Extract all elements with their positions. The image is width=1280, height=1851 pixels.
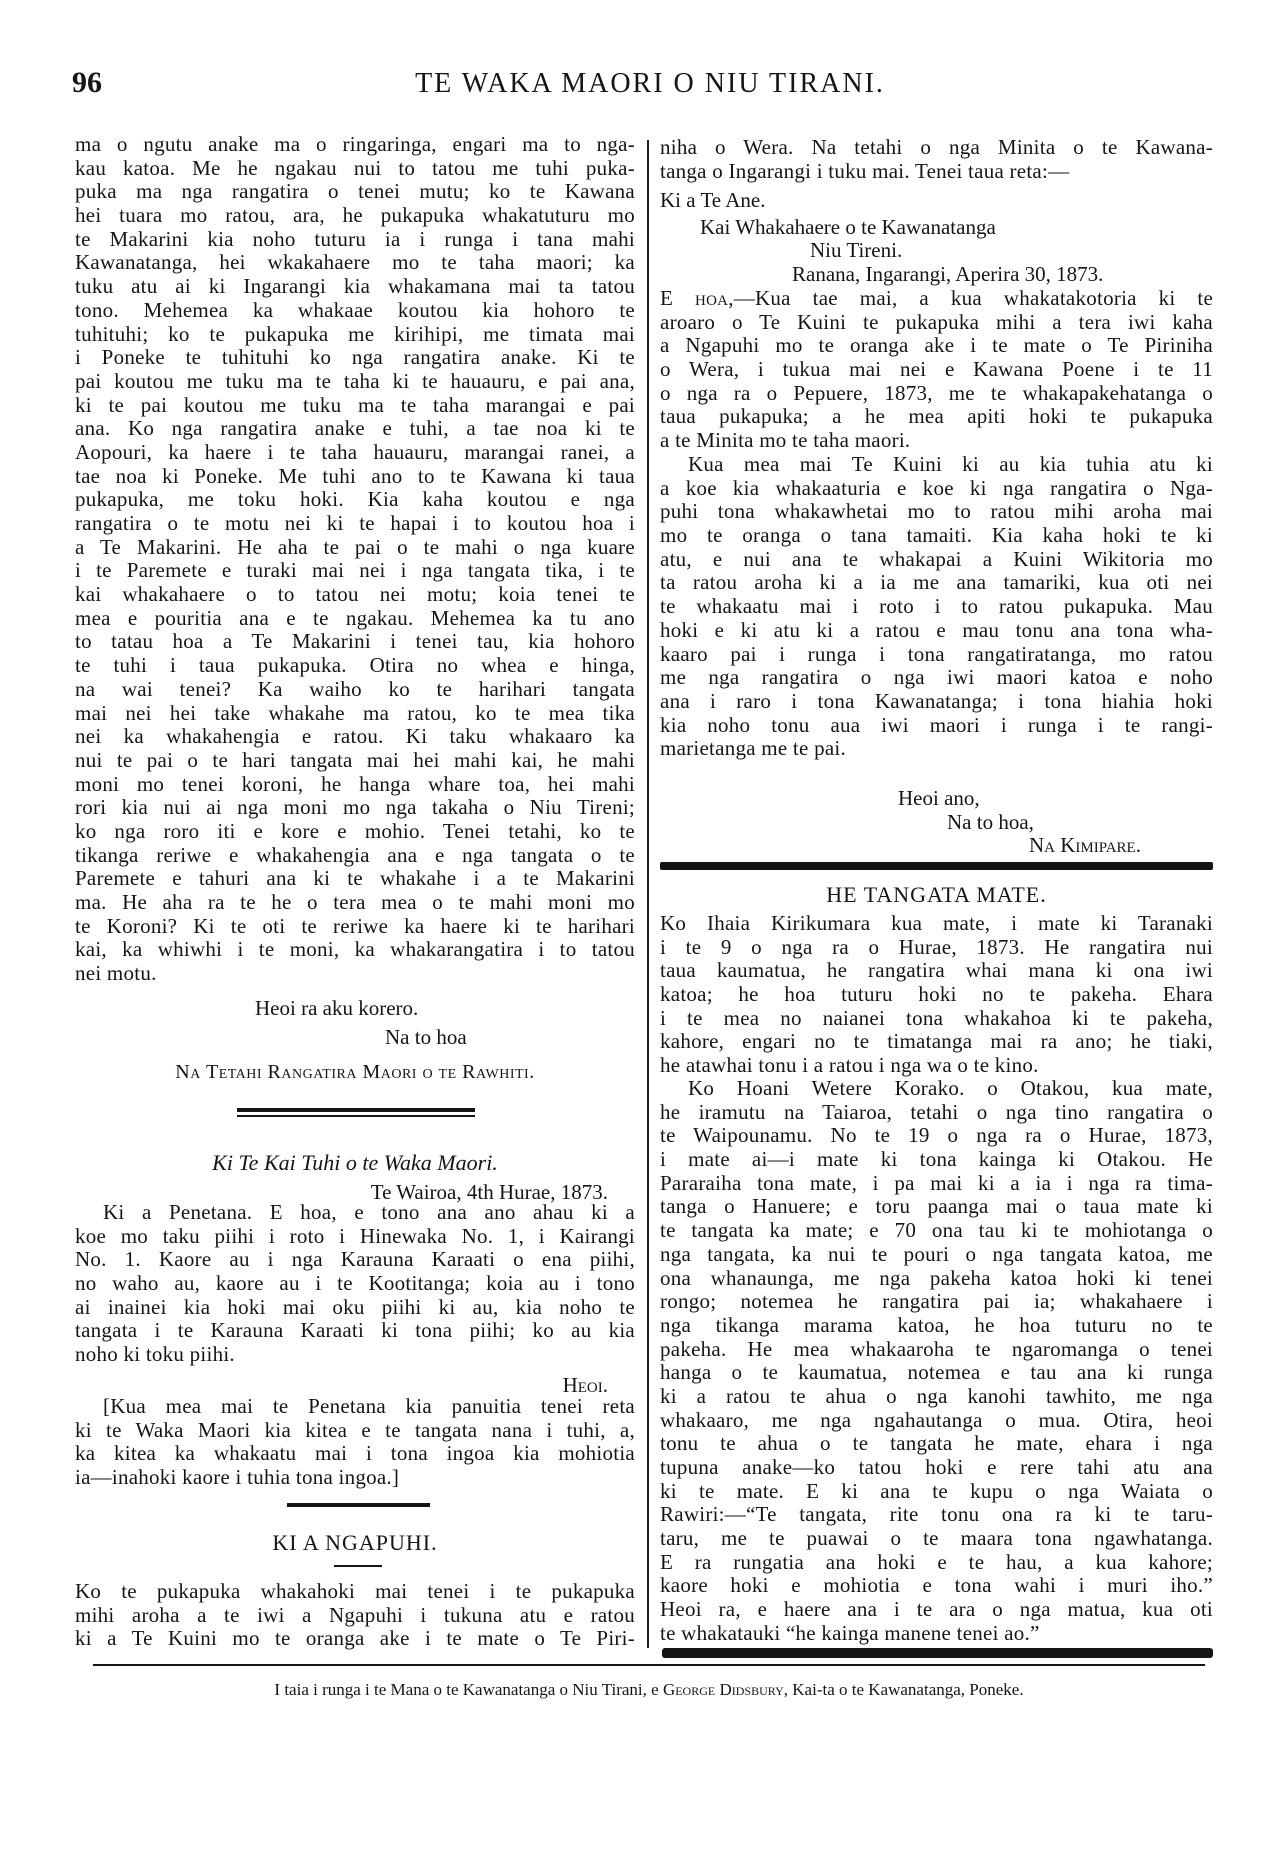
small-caps-text: hoa bbox=[694, 286, 729, 310]
letter-heading: Ki Te Kai Tuhi o te Waka Maori. bbox=[212, 1150, 498, 1175]
text-line: kau katoa. Me he ngakau nui to tatou me tuhi puka- bbox=[75, 155, 635, 180]
text-line: kaore hoki e mohiotia e tona wahi i muri iho.” bbox=[660, 1573, 1213, 1598]
text-line: ma o ngutu anake ma o ringaringa, engari ma to nga- bbox=[75, 132, 635, 156]
page-number: 96 bbox=[72, 66, 102, 99]
text-line: Aopouri, ka haere i te taha hauauru, marangai ranei, a bbox=[75, 439, 635, 464]
text-line: o Wera, i tukua mai nei e Kawana Poene i te 11 bbox=[660, 357, 1213, 382]
text-line: E ra rungatia ana hoki e te hau, a kua kahore; bbox=[660, 1549, 1213, 1574]
text-line: i Poneke te tuhituhi ko nga rangatira anake. Ki te bbox=[75, 345, 635, 370]
imprint-suffix: , Kai-ta o te Kawanatanga, Poneke. bbox=[783, 1680, 1024, 1699]
text-line: ia—inahoki kaore i tuhia tona ingoa.] bbox=[75, 1465, 400, 1490]
letter-dateline: Ranana, Ingarangi, Aperira 30, 1873. bbox=[792, 262, 1104, 286]
text-line: mea e pouritia ana e te ngakau. Mehemea ka tu ano bbox=[75, 605, 635, 630]
text-line: Pararaiha tona mate, i pa mai ki a ia i nga ra tima- bbox=[660, 1170, 1213, 1195]
letter-closing: Heoi ra aku korero. bbox=[255, 996, 419, 1020]
text-line: pai koutou me tuku ma te taha ki te hauauru, e pai ana, bbox=[75, 368, 635, 393]
text-line: nei motu. bbox=[75, 961, 157, 986]
text-line: koe mo taku piihi i roto i Hinewaka No. 1, i Kairangi bbox=[75, 1223, 635, 1248]
text-line: ona whanaunga, me nga pakeha katoa hoki ki tenei bbox=[660, 1265, 1213, 1290]
letter-addressee: Ki a Te Ane. bbox=[660, 188, 766, 212]
imprint-prefix: I taia i runga i te Mana o te Kawanatanga o Niu Tirani, e bbox=[274, 1680, 663, 1699]
text-line: ka kitea ka whakaatu mai i tona ingoa kia mohiotia bbox=[75, 1441, 635, 1466]
text-line: ki a Te Kuini mo te oranga ake i te mate o Te Piri- bbox=[75, 1626, 635, 1651]
text-line: Ko Hoani Wetere Korako. o Otakou, kua mate, bbox=[688, 1076, 1213, 1100]
text-line: ki te Waka Maori kia kitea e te tangata nana i tuhi, a, bbox=[75, 1417, 635, 1442]
text-line: ai inainei kia hoki mai oku piihi ki au, kia noho te bbox=[75, 1294, 635, 1319]
letter-closing: Heoi ano, bbox=[898, 786, 980, 810]
text-line: i te Paremete e turaki mai nei i nga tangata tika, i te bbox=[75, 558, 635, 583]
text-line: hoki e ki atu ki a ratou e mau tonu ana tona wha- bbox=[660, 617, 1213, 642]
text-line: te Waipounamu. No te 19 o nga ra o Hurae, 1873, bbox=[660, 1123, 1213, 1148]
text-line: moni mo tenei koroni, he hanga whare toa, hei mahi bbox=[75, 771, 635, 796]
text-line: ki te mate. E ki ana te kupu o nga Waiata o bbox=[660, 1478, 1213, 1503]
text-line: niha o Wera. Na tetahi o nga Minita o te Kawana- bbox=[660, 135, 1213, 159]
text-line: kai, ka whiwhi i te moni, ka whakarangatira i to tatou bbox=[75, 937, 635, 962]
text-line: tuhituhi; ko te pukapuka me kirihipi, me timata mai bbox=[75, 321, 635, 346]
text-segment: ,—Kua tae mai, a kua whakatakotoria ki te bbox=[728, 286, 1214, 310]
text-line: kahore, engari no te timatanga mai ra ano; he tiaki, bbox=[660, 1029, 1213, 1054]
letter-dateline: Te Wairoa, 4th Hurae, 1873. bbox=[370, 1180, 608, 1204]
divider-rule bbox=[287, 1503, 430, 1507]
text-line: te tuhi i taua pukapuka. Otira no whea e hinga, bbox=[75, 653, 635, 678]
text-line: te tangata ka mate; e 70 ona tau ki te mohiotanga o bbox=[660, 1218, 1213, 1243]
text-line: i mate ai—i mate ki tona kainga ki Otakou. He bbox=[660, 1147, 1213, 1172]
text-line: i te 9 o nga ra o Hurae, 1873. He rangatira nui bbox=[660, 934, 1213, 959]
text-line: nga tikanga marama katoa, he hoa tuturu no te bbox=[660, 1312, 1213, 1337]
text-line: kia noho tonu aua iwi maori i runga i te rangi- bbox=[660, 712, 1213, 737]
text-line: Paremete e tahuri ana ki te whakahe i a te Makarini bbox=[75, 866, 635, 891]
article-paragraph bbox=[75, 133, 635, 986]
obituary-paragraph bbox=[660, 1077, 1213, 1646]
text-line: te Makarini kia noho tuturu ia i runga i tana mahi bbox=[75, 226, 635, 251]
section-heading: HE TANGATA MATE. bbox=[826, 882, 1047, 907]
text-line: puka ma nga rangatira o tenei mutu; ko te Kawana bbox=[75, 179, 635, 204]
text-line: pukapuka, me toku hoki. Kia kaha koutou e nga bbox=[75, 487, 635, 512]
text-line: hei tuara mo ratou, ara, he pukapuka whakatuturu mo bbox=[75, 203, 635, 228]
text-line: ki te pai koutou me tuku ma te taha marangai e pai bbox=[75, 392, 635, 417]
text-line: te Koroni? Ki te oti te reriwe ka haere ki te harihari bbox=[75, 913, 635, 938]
text-line: Ko Ihaia Kirikumara kua mate, i mate ki Taranaki bbox=[660, 911, 1213, 935]
text-line: i te mea no naianei tona whakahoa ki te pakeha, bbox=[660, 1005, 1213, 1030]
text-line: ana. Ko nga rangatira anake e tuhi, a tae noa ki te bbox=[75, 416, 635, 441]
letter-paragraph bbox=[75, 1201, 635, 1367]
text-line: taua pukapuka; a he mea apiti hoki te pukapuka bbox=[660, 404, 1213, 429]
text-line: ko nga roro iti e kore e mohio. Tenei tetahi, ko te bbox=[75, 818, 635, 843]
text-line: tangata i te Karauna Karaati ki tona piihi; ko au kia bbox=[75, 1318, 635, 1343]
footer-rule bbox=[93, 1664, 1205, 1666]
text-line: rongo; notemea he rangatira pai ia; whakahaere i bbox=[660, 1289, 1213, 1314]
text-line: te whakatauki “he kainga manene tenei ao.” bbox=[660, 1620, 1040, 1645]
text-line: katoa; he hoa tuturu hoki no te pakeha. Ehara bbox=[660, 982, 1213, 1007]
text-line: taua kaumatua, he rangatira whai mana ki ona iwi bbox=[660, 958, 1213, 983]
text-line: noho ki toku piihi. bbox=[75, 1342, 235, 1367]
letter-closing: Na to hoa, bbox=[947, 810, 1034, 834]
text-line: to tatau hoa a Te Makarini i tenei tau, kia hohoro bbox=[75, 629, 635, 654]
text-line: he atawhai tonu i a ratou i nga wa o te kino. bbox=[660, 1053, 1039, 1078]
text-line: te whakaatu mai i roto i to ratou pukapuka. Mau bbox=[660, 594, 1213, 619]
text-segment: E bbox=[660, 286, 695, 310]
letter-addressee-title: Kai Whakahaere o te Kawanatanga bbox=[700, 215, 996, 239]
section-heading: KI A NGAPUHI. bbox=[272, 1530, 438, 1555]
text-line: Kua mea mai Te Kuini ki au kia tuhia atu ki bbox=[688, 452, 1213, 476]
letter-signoff: Heoi. bbox=[562, 1373, 608, 1397]
text-line: mihi aroha a te iwi a Ngapuhi i tukuna atu e ratou bbox=[75, 1602, 635, 1627]
text-line: tupuna anake—ko tatou hoki e rere tahi atu ana bbox=[660, 1455, 1213, 1479]
text-line: ma. He aha ra te he o tera mea o te mahi moni mo bbox=[75, 890, 635, 914]
article-paragraph bbox=[75, 1580, 635, 1651]
printer-imprint bbox=[93, 1680, 1205, 1700]
text-line: mo te oranga o tana tamaiti. Kia kaha hoki te ki bbox=[660, 523, 1213, 548]
text-line: tono. Mehemea ka whakaae koutou kia hohoro te bbox=[75, 297, 635, 322]
text-line: no waho au, kaore au i te Kootitanga; koia au i tono bbox=[75, 1271, 635, 1296]
obituary-paragraph bbox=[660, 912, 1213, 1078]
text-line bbox=[660, 287, 1213, 311]
text-line: he iramutu na Taiaroa, tetahi o nga tino rangatira o bbox=[660, 1099, 1213, 1124]
text-line: nga tangata, ka nui te pouri o nga tangata katoa, me bbox=[660, 1241, 1213, 1266]
newspaper-title: TE WAKA MAORI O NIU TIRANI. bbox=[415, 68, 885, 99]
divider-bar bbox=[660, 862, 1213, 870]
text-line: ta ratou aroha ki a ia me ana tamariki, kua oti nei bbox=[660, 570, 1213, 595]
text-line: marietanga me te pai. bbox=[660, 736, 846, 761]
letter-signature: Na Kimipare. bbox=[1029, 833, 1141, 857]
text-line: puhi tona whakawhetai mo to ratou mihi aroha mai bbox=[660, 499, 1213, 524]
text-line: Ko te pukapuka whakahoki mai tenei i te pukapuka bbox=[75, 1579, 635, 1603]
letter-paragraph bbox=[660, 287, 1213, 453]
text-line: rangatira o te motu nei ki te hapai i to koutou hoa i bbox=[75, 511, 635, 535]
text-line: taru, me te puawai o te maara tona ngawhatanga. bbox=[660, 1526, 1213, 1551]
text-line: rori kia nui ai nga moni mo nga takaha o Niu Tireni; bbox=[75, 795, 635, 820]
divider-rule bbox=[237, 1115, 475, 1117]
text-line: a te Minita mo te taha maori. bbox=[660, 428, 911, 453]
text-line: a Te Makarini. He aha te pai o te mahi o nga kuare bbox=[75, 534, 635, 559]
text-line: [Kua mea mai te Penetana kia panuitia tenei reta bbox=[103, 1394, 635, 1418]
text-line: ki a ratou te ahua o nga kanohi tawhito, me nga bbox=[660, 1383, 1213, 1408]
divider-bar bbox=[662, 1648, 1213, 1658]
column-divider bbox=[647, 140, 649, 1648]
text-line: Heoi ra, e haere ana i te ara o nga matua, kua oti bbox=[660, 1597, 1213, 1622]
text-line: hanga o te kaumatua, notemea e tau ana ki runga bbox=[660, 1360, 1213, 1385]
text-line: ana i raro i tona Kawanatanga; i tona hiahia hoki bbox=[660, 688, 1213, 713]
text-line: Rawiri:—“Te tangata, rite tonu ona ra ki te taru- bbox=[660, 1502, 1213, 1527]
article-paragraph bbox=[660, 136, 1213, 183]
letter-addressee-title: Niu Tireni. bbox=[810, 238, 903, 262]
text-line: aroaro o Te Kuini te pukapuka mihi a tera iwi kaha bbox=[660, 309, 1213, 334]
text-line: atu, e nui ana te whakapai a Kuini Wikitoria mo bbox=[660, 546, 1213, 571]
text-line: Kawanatanga, hei wkakahaere mo te taha maori; ka bbox=[75, 250, 635, 275]
text-line: tonu te ahua o te tangata he mate, ehara i nga bbox=[660, 1431, 1213, 1456]
text-line: tae noa ki Poneke. Me tuhi ano to te Kawana ki taua bbox=[75, 463, 635, 488]
editor-note bbox=[75, 1395, 635, 1490]
text-line: kaaro pai i runga i tona rangatiratanga, mo ratou bbox=[660, 641, 1213, 666]
text-line: a Ngapuhi mo te oranga ake i te mate o Te Piriniha bbox=[660, 333, 1213, 358]
letter-paragraph bbox=[660, 453, 1213, 761]
text-line: tikanga reriwe e whakahengia ana e nga tangata o te bbox=[75, 842, 635, 867]
text-line: nei ka whakahengia e ratou. Ki taku whakaaro ka bbox=[75, 724, 635, 749]
text-line: No. 1. Kaore au i nga Karauna Karaati o ena piihi, bbox=[75, 1247, 635, 1272]
text-line: na wai tenei? Ka waiho ko te harihari tangata bbox=[75, 676, 635, 701]
text-line: pakeha. He mea whakaaroha te ngaromanga o tenei bbox=[660, 1336, 1213, 1361]
text-line: tuku atu ai ki Ingarangi kia whakamana mai ta tatou bbox=[75, 274, 635, 299]
text-line: o nga ra o Pepuere, 1873, me te whakapakehatanga o bbox=[660, 380, 1213, 405]
text-line: kai whakahaere o to tatou nei motu; koia tenei te bbox=[75, 582, 635, 607]
letter-closing: Na to hoa bbox=[385, 1025, 467, 1049]
text-line: tanga o Hanuere; e toru paanga mai o taua mate ki bbox=[660, 1194, 1213, 1219]
text-line: a koe kia whakaaturia e koe ki nga rangatira o Nga- bbox=[660, 475, 1213, 500]
text-line: tanga o Ingarangi i tuku mai. Tenei taua reta:— bbox=[660, 158, 1070, 183]
text-line: nui te pai o te hari tangata mai hei mahi kai, he mahi bbox=[75, 747, 635, 772]
letter-signature: Na Tetahi Rangatira Maori o te Rawhiti. bbox=[175, 1061, 535, 1083]
imprint-printer: George Didsbury bbox=[662, 1680, 784, 1699]
text-line: mai nei hei take whakahe ma ratou, ko te mea tika bbox=[75, 700, 635, 725]
text-line: whakaaro, me nga ngahautanga o mua. Otira, heoi bbox=[660, 1407, 1213, 1432]
divider-rule bbox=[334, 1565, 382, 1567]
text-line: Ki a Penetana. E hoa, e tono ana ano ahau ki a bbox=[103, 1200, 635, 1224]
text-line: me nga rangatira o nga iwi maori katoa e noho bbox=[660, 665, 1213, 690]
divider-rule bbox=[237, 1108, 475, 1112]
